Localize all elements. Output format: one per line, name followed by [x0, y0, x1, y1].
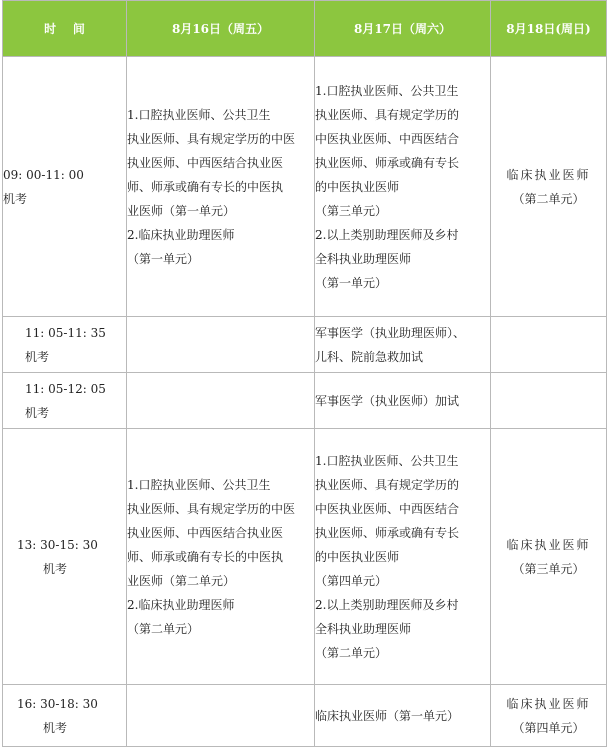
exam-mode: 机考: [3, 191, 28, 206]
cell-line: 儿科、院前急救加试: [315, 349, 424, 364]
time-cell: [3, 429, 127, 685]
cell-line: 师、师承或确有专长的中医执: [127, 549, 284, 564]
day1-cell: [127, 317, 315, 373]
exam-mode: 机考: [43, 720, 68, 735]
day1-cell: [127, 429, 315, 685]
day1-cell: [127, 57, 315, 317]
cell-line: 2.以上类别助理医师及乡村: [315, 597, 459, 612]
cell-line: 业医师（第二单元）: [127, 573, 236, 588]
cell-line: 2.临床执业助理医师: [127, 227, 235, 242]
cell-line: 临床执业医师: [506, 537, 591, 552]
cell-line: （第一单元）: [127, 251, 200, 266]
cell-line: 执业医师、具有规定学历的中医: [127, 131, 296, 146]
cell-line: 师、师承或确有专长的中医执: [127, 179, 284, 194]
cell-line: （第二单元）: [127, 621, 200, 636]
exam-mode: 机考: [43, 561, 68, 576]
exam-mode: 机考: [25, 349, 50, 364]
time-range: 11: 05-12: 05: [25, 381, 106, 396]
header-time: 时 间: [3, 1, 127, 57]
table-row: [3, 685, 607, 747]
cell-line: （第四单元）: [512, 720, 585, 735]
cell-line: 临床执业医师: [506, 167, 591, 182]
cell-line: 执业医师、具有规定学历的: [315, 107, 460, 122]
cell-line: 军事医学（执业医师）加试: [315, 393, 460, 408]
day2-cell: [315, 685, 491, 747]
cell-line: 执业医师、具有规定学历的: [315, 477, 460, 492]
cell-line: （第四单元）: [315, 573, 388, 588]
day3-cell: [491, 373, 607, 429]
exam-schedule-table: [2, 0, 607, 747]
cell-line: 全科执业助理医师: [315, 251, 412, 266]
cell-line: 全科执业助理医师: [315, 621, 412, 636]
cell-line: （第三单元）: [315, 203, 388, 218]
day2-cell: [315, 373, 491, 429]
exam-mode: 机考: [25, 405, 50, 420]
cell-line: 临床执业医师（第一单元）: [315, 708, 460, 723]
time-cell: [3, 317, 127, 373]
time-cell: [3, 685, 127, 747]
time-range: 13: 30-15: 30: [17, 537, 98, 552]
table-row: [3, 57, 607, 317]
table-row: [3, 373, 607, 429]
day2-cell: [315, 429, 491, 685]
cell-line: 执业医师、中西医结合执业医: [127, 525, 284, 540]
time-range: 11: 05-11: 35: [25, 325, 106, 340]
day3-cell: [491, 429, 607, 685]
cell-line: （第二单元）: [512, 191, 585, 206]
cell-line: 的中医执业医师: [315, 549, 400, 564]
time-range: 09: 00-11: 00: [3, 167, 84, 182]
table-row: [3, 317, 607, 373]
day3-cell: [491, 57, 607, 317]
cell-line: 军事医学（执业助理医师）、: [315, 325, 466, 340]
header-day2: 8月17日（周六）: [315, 1, 491, 57]
cell-line: 1.口腔执业医师、公共卫生: [315, 453, 459, 468]
cell-line: 2.临床执业助理医师: [127, 597, 235, 612]
cell-line: 中医执业医师、中西医结合: [315, 131, 460, 146]
time-cell: [3, 373, 127, 429]
day3-cell: [491, 685, 607, 747]
day2-cell: [315, 57, 491, 317]
cell-line: 业医师（第一单元）: [127, 203, 236, 218]
header-row: [3, 1, 607, 57]
day2-cell: [315, 317, 491, 373]
header-day3: 8月18日(周日): [491, 1, 607, 57]
time-range: 16: 30-18: 30: [17, 696, 98, 711]
cell-line: （第三单元）: [512, 561, 585, 576]
header-day1: 8月16日（周五）: [127, 1, 315, 57]
cell-line: 临床执业医师: [506, 696, 591, 711]
cell-line: 1.口腔执业医师、公共卫生: [127, 107, 271, 122]
cell-line: 1.口腔执业医师、公共卫生: [127, 477, 271, 492]
cell-line: 执业医师、具有规定学历的中医: [127, 501, 296, 516]
cell-line: 中医执业医师、中西医结合: [315, 501, 460, 516]
cell-line: 的中医执业医师: [315, 179, 400, 194]
day1-cell: [127, 373, 315, 429]
cell-line: 执业医师、师承或确有专长: [315, 155, 460, 170]
table-row: [3, 429, 607, 685]
cell-line: 执业医师、师承或确有专长: [315, 525, 460, 540]
cell-line: （第二单元）: [315, 645, 388, 660]
cell-line: 执业医师、中西医结合执业医: [127, 155, 284, 170]
cell-line: 2.以上类别助理医师及乡村: [315, 227, 459, 242]
time-cell: [3, 57, 127, 317]
day1-cell: [127, 685, 315, 747]
cell-line: （第一单元）: [315, 275, 388, 290]
day3-cell: [491, 317, 607, 373]
cell-line: 1.口腔执业医师、公共卫生: [315, 83, 459, 98]
